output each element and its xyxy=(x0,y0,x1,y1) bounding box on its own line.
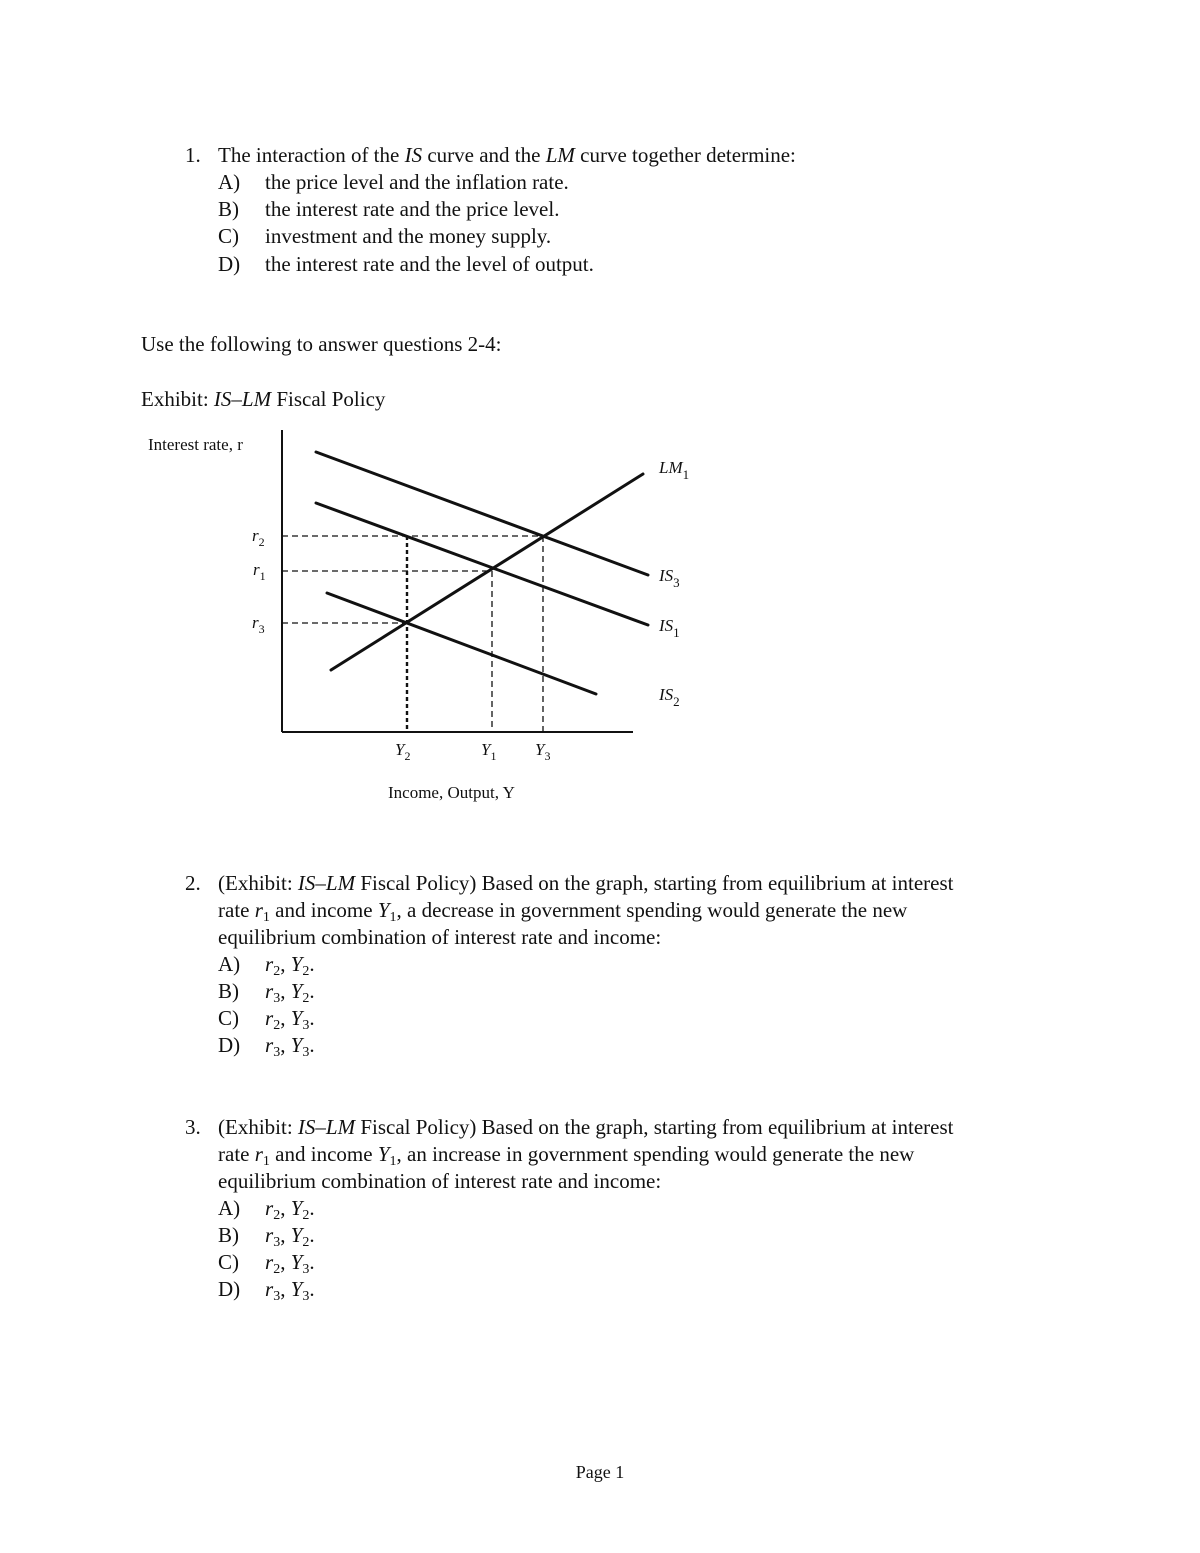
question-stem-line-2: rate $r_1$ and income $Y_1$, a decrease in government spending would generate the new xyxy=(218,898,908,925)
is1-label: $IS_1$ xyxy=(659,616,680,640)
question-number: 2. xyxy=(185,871,201,895)
is3-curve xyxy=(316,452,648,575)
is2-label: $IS_2$ xyxy=(659,685,680,709)
question-stem: The interaction of the IS curve and the LM curve together determine: xyxy=(218,143,796,167)
question-number: 3. xyxy=(185,1115,201,1139)
x-tick-y3: $Y_3$ xyxy=(535,740,551,763)
y-axis-title: Interest rate, r xyxy=(148,435,243,454)
y-tick-r1: $r_1$ xyxy=(253,560,266,583)
y-tick-r3: $r_3$ xyxy=(252,613,265,636)
question-stem-line-2: rate $r_1$ and income $Y_1$, an increase in government spending would generate the new xyxy=(218,1142,915,1169)
page-footer: Page 1 xyxy=(575,1462,625,1482)
question-stem-line-3: equilibrium combination of interest rate and income: xyxy=(218,925,662,949)
lm1-label: $LM_1$ xyxy=(659,458,690,482)
lm1-curve xyxy=(331,474,643,670)
question-stem-line-1: (Exhibit: IS–LM Fiscal Policy) Based on the graph, starting from equilibrium at interest xyxy=(218,1115,954,1139)
x-tick-y2: $Y_2$ xyxy=(395,740,411,763)
x-tick-y1: $Y_1$ xyxy=(481,740,497,763)
y-tick-r2: $r_2$ xyxy=(252,526,265,549)
instruction-text: Use the following to answer questions 2-4: xyxy=(141,332,502,356)
question-stem-line-1: (Exhibit: IS–LM Fiscal Policy) Based on the graph, starting from equilibrium at interest xyxy=(218,871,954,895)
x-axis-title: Income, Output, Y xyxy=(388,783,515,802)
question-number: 1. xyxy=(185,143,201,167)
exhibit-title: Exhibit: IS–LM Fiscal Policy xyxy=(141,387,386,411)
is2-curve xyxy=(327,593,596,694)
question-stem-line-3: equilibrium combination of interest rate and income: xyxy=(218,1169,662,1193)
is3-label: $IS_3$ xyxy=(659,566,680,590)
